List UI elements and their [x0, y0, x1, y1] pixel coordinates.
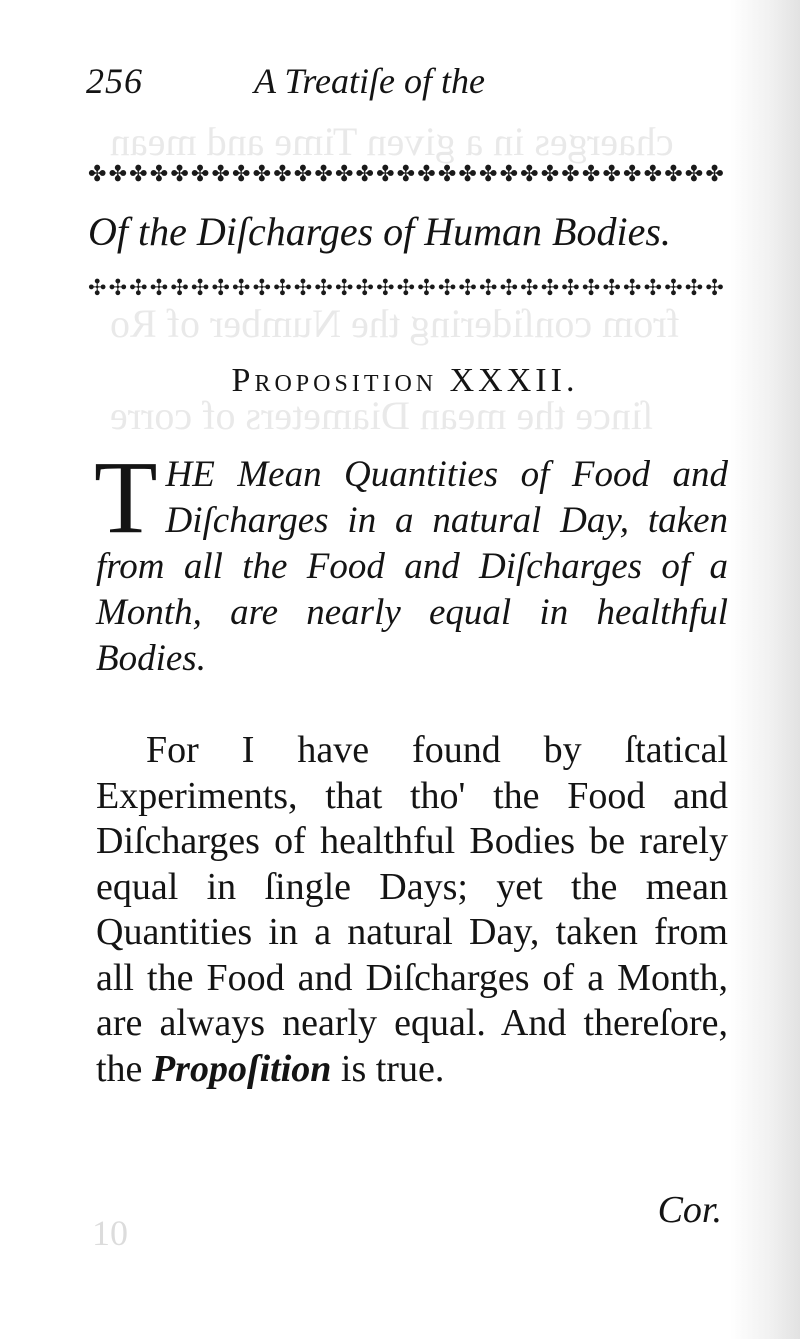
fleuron-icon: ✣	[643, 276, 663, 301]
fleuron-icon: ✤	[129, 162, 148, 187]
fleuron-icon: ✤	[108, 162, 128, 187]
fleuron-icon: ✣	[293, 276, 313, 301]
fleuron-icon: ✣	[396, 276, 416, 301]
fleuron-icon: ✤	[437, 162, 457, 187]
fleuron-icon: ✣	[108, 276, 128, 301]
fleuron-icon: ✣	[437, 276, 457, 301]
fleuron-icon: ✤	[396, 162, 416, 187]
fleuron-icon: ✤	[314, 162, 333, 187]
proof-text-end: is true.	[331, 1047, 445, 1090]
fleuron-icon: ✤	[602, 162, 621, 187]
fleuron-icon: ✣	[273, 276, 292, 301]
fleuron-icon: ✣	[540, 276, 560, 301]
fleuron-icon: ✤	[623, 162, 642, 187]
bleed-through-text: chaerges in a given Time and mean	[110, 119, 674, 164]
fleuron-icon: ✤	[499, 162, 518, 187]
fleuron-icon: ✣	[190, 276, 210, 301]
fleuron-icon: ✤	[190, 162, 210, 187]
catchword: Cor.	[657, 1189, 722, 1231]
drop-cap: T	[94, 440, 158, 555]
fleuron-icon: ✣	[499, 276, 518, 301]
fleuron-icon: ✣	[334, 276, 354, 301]
fleuron-icon: ✣	[705, 276, 724, 301]
fleuron-icon: ✣	[458, 276, 477, 301]
fleuron-icon: ✤	[540, 162, 560, 187]
bleed-through-text: from conſidering the Number of Ro	[110, 301, 680, 346]
fleuron-icon: ✤	[211, 162, 230, 187]
ornament-rule-top	[88, 160, 724, 190]
fleuron-icon: ✣	[170, 276, 189, 301]
fleuron-icon: ✤	[705, 162, 724, 187]
fleuron-icon: ✣	[314, 276, 333, 301]
fleuron-icon: ✣	[149, 276, 169, 301]
fleuron-icon: ✤	[520, 162, 539, 187]
proof-paragraph	[96, 728, 728, 1092]
proof-emphasis: Propoſition	[151, 1047, 332, 1090]
fleuron-icon: ✤	[88, 162, 107, 187]
fleuron-icon: ✤	[149, 162, 169, 187]
fleuron-icon: ✤	[478, 162, 498, 187]
fleuron-icon: ✣	[581, 276, 601, 301]
fleuron-icon: ✤	[376, 162, 395, 187]
page-number: 256	[86, 61, 143, 101]
proposition-text	[94, 440, 728, 682]
fleuron-icon: ✣	[602, 276, 621, 301]
proposition-heading: Proposition XXXII.	[231, 362, 579, 399]
fleuron-icon: ✤	[664, 162, 683, 187]
ornament-rule-bottom	[88, 274, 724, 304]
fleuron-icon: ✤	[170, 162, 189, 187]
fleuron-icon: ✣	[417, 276, 436, 301]
fleuron-icon: ✤	[581, 162, 601, 187]
fleuron-icon: ✤	[458, 162, 477, 187]
fleuron-icon: ✣	[88, 276, 107, 301]
fleuron-icon: ✤	[561, 162, 580, 187]
fleuron-icon: ✤	[293, 162, 313, 187]
fleuron-icon: ✤	[684, 162, 704, 187]
fleuron-icon: ✣	[252, 276, 272, 301]
fleuron-icon: ✣	[520, 276, 539, 301]
fleuron-icon: ✣	[623, 276, 642, 301]
fleuron-icon: ✣	[129, 276, 148, 301]
page-header	[86, 60, 726, 110]
fleuron-icon: ✤	[334, 162, 354, 187]
section-title: Of the Diſcharges of Human Bodies.	[88, 209, 671, 254]
fleuron-icon: ✤	[252, 162, 272, 187]
fleuron-icon: ✣	[478, 276, 498, 301]
fleuron-icon: ✤	[643, 162, 663, 187]
fleuron-icon: ✤	[273, 162, 292, 187]
fleuron-icon: ✣	[211, 276, 230, 301]
proposition-body: HE Mean Quantities of Food and Diſcharges in a natural Day, taken from all the Food and Diſcharges of a Month, are nearly equal in healthful Bodies.	[96, 454, 728, 679]
fleuron-icon: ✤	[355, 162, 374, 187]
fleuron-icon: ✣	[355, 276, 374, 301]
faint-mark: 10	[92, 1213, 128, 1253]
fleuron-icon: ✣	[232, 276, 251, 301]
fleuron-icon: ✤	[232, 162, 251, 187]
fleuron-icon: ✣	[664, 276, 683, 301]
fleuron-icon: ✣	[376, 276, 395, 301]
running-head: A Treatiſe of the	[254, 61, 485, 101]
fleuron-icon: ✣	[561, 276, 580, 301]
fleuron-icon: ✤	[417, 162, 436, 187]
fleuron-icon: ✣	[684, 276, 704, 301]
bleed-through-text: ſince the mean Diameters of corre	[110, 393, 654, 438]
proof-text: For I have found by ſtatical Experiments, that tho' the Food and Diſcharges of healthful Bodies be rarely equal in ſingle Days; yet the mean Quantities in a natural Day, taken from all the Food and Diſcharges of a Month, are always nearly equal. And thereſore, the	[96, 729, 728, 1090]
